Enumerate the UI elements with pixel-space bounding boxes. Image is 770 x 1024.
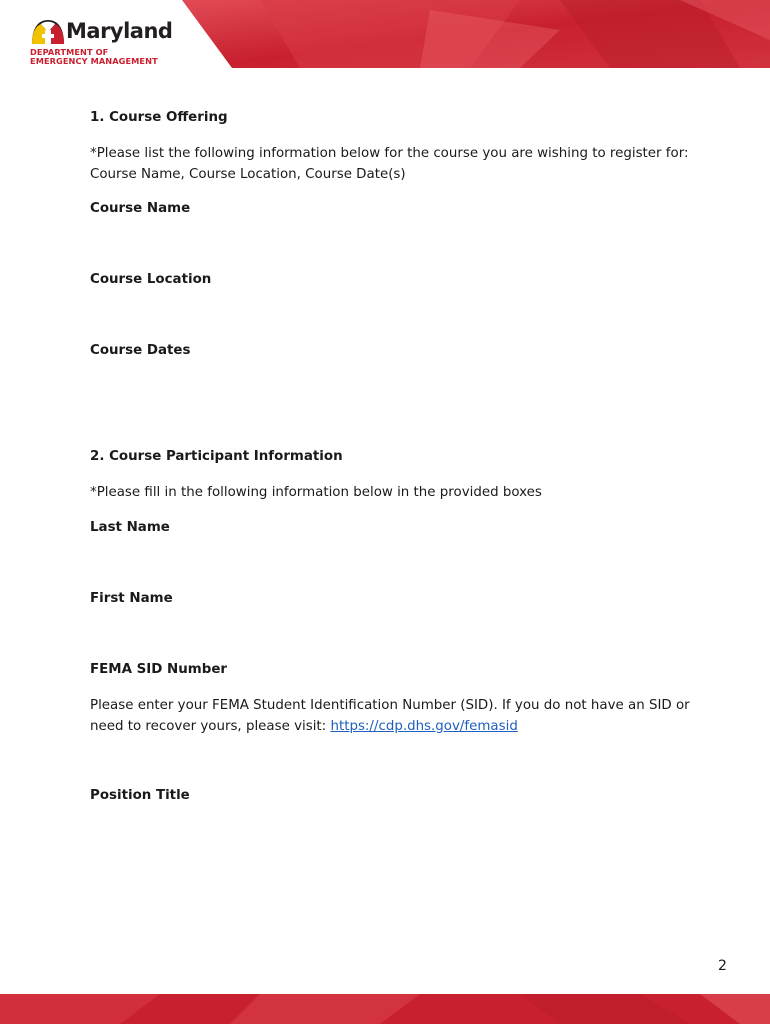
footer-banner xyxy=(0,994,770,1024)
sid-help-body: Please enter your FEMA Student Identification Number (SID). If you do not have an SID or need to recover yours, please visit: xyxy=(90,698,690,734)
section-title-participant: 2. Course Participant Information xyxy=(90,449,343,464)
course-dates-label: Course Dates xyxy=(90,343,191,358)
logo-subtitle xyxy=(30,48,158,66)
maryland-dem-logo xyxy=(30,16,200,68)
femasid-link[interactable]: https://cdp.dhs.gov/femasid xyxy=(330,719,518,734)
course-offering-instructions: *Please list the following information below for the course you are wishing to register for: Course Name, Course Location, Course Date(s) xyxy=(90,146,689,182)
first-name-label: First Name xyxy=(90,591,173,606)
section-title-course-offering: 1. Course Offering xyxy=(90,110,228,125)
position-title-label: Position Title xyxy=(90,788,190,803)
page-number: 2 xyxy=(718,958,727,974)
maryland-flag-icon xyxy=(30,18,66,46)
fema-sid-label: FEMA SID Number xyxy=(90,662,228,677)
logo-subtitle-line1: DEPARTMENT OF xyxy=(30,47,109,57)
logo-subtitle-line2: EMERGENCY MANAGEMENT xyxy=(30,56,158,66)
course-location-label: Course Location xyxy=(90,272,212,287)
last-name-label: Last Name xyxy=(90,520,170,535)
logo-name: Maryland xyxy=(66,19,173,43)
sid-help-text xyxy=(90,695,690,737)
course-name-label: Course Name xyxy=(90,201,191,216)
participant-instructions: *Please fill in the following information below in the provided boxes xyxy=(90,485,542,500)
